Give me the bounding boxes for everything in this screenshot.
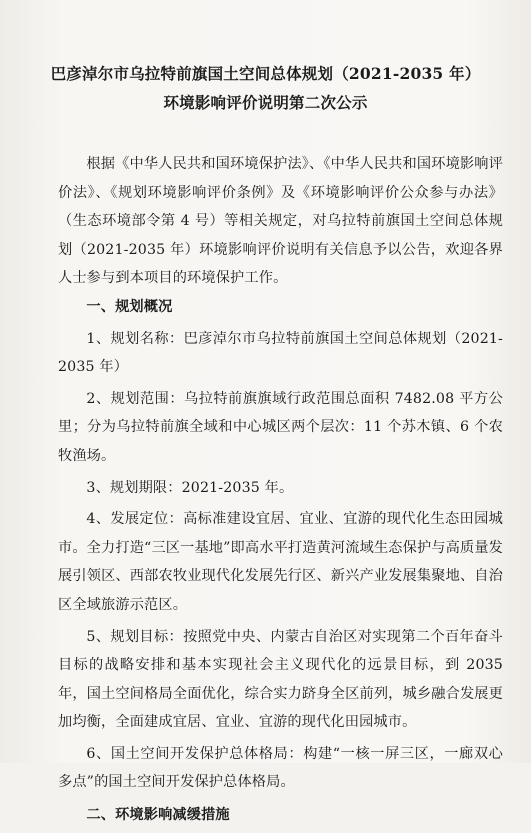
document-title-line-2: 环境影响评价说明第二次公示 [163, 93, 368, 112]
list-item-plan-name: 1、规划名称：巴彦淖尔市乌拉特前旗国土空间总体规划（2021-2035 年） [58, 330, 503, 376]
document-title-line-1: 巴彦淖尔市乌拉特前旗国土空间总体规划（2021-2035 年） [50, 64, 481, 83]
document-body [58, 150, 503, 833]
list-item-plan-scope: 2、规划范围：乌拉特前旗旗域行政范围总面积 7482.08 平方公里；分为乌拉特前旗全域和中心城区两个层次：11 个苏木镇、6 个农牧渔场。 [58, 390, 503, 464]
section-heading-overview: 一、规划概况 [86, 298, 173, 315]
section-heading-mitigation: 二、环境影响减缓措施 [86, 807, 230, 824]
list-item-plan-period: 3、规划期限：2021-2035 年。 [86, 479, 294, 496]
intro-paragraph: 根据《中华人民共和国环境保护法》、《中华人民共和国环境影响评价法》、《规划环境影响评价条例》及《环境影响评价公众参与办法》（生态环境部令第 4 号）等相关规定，对乌拉特前旗国土空间总体规划（2021-2035 年）环境影响评价说明有关信息予以公告，欢迎各界人士参与到本项目的环境保护工作。 [58, 156, 503, 287]
list-item-spatial-pattern: 6、国土空间开发保护总体格局：构建“一核一屏三区，一廊双心多点”的国土空间开发保护总体格局。 [58, 745, 503, 791]
list-item-positioning: 4、发展定位：高标准建设宜居、宜业、宜游的现代化生态田园城市。全力打造“三区一基地”即高水平打造黄河流域生态保护与高质量发展引领区、西部农牧业现代化发展先行区、新兴产业发展集聚地、自治区全域旅游示范区。 [58, 511, 503, 613]
list-item-goals: 5、规划目标：按照党中央、内蒙古自治区对实现第二个百年奋斗目标的战略安排和基本实现社会主义现代化的远景目标，到 2035 年，国土空间格局全面优化，综合实力跻身全区前列，城乡融合发展更加均衡，全面建成宜居、宜业、宜游的现代化田园城市。 [58, 628, 503, 731]
